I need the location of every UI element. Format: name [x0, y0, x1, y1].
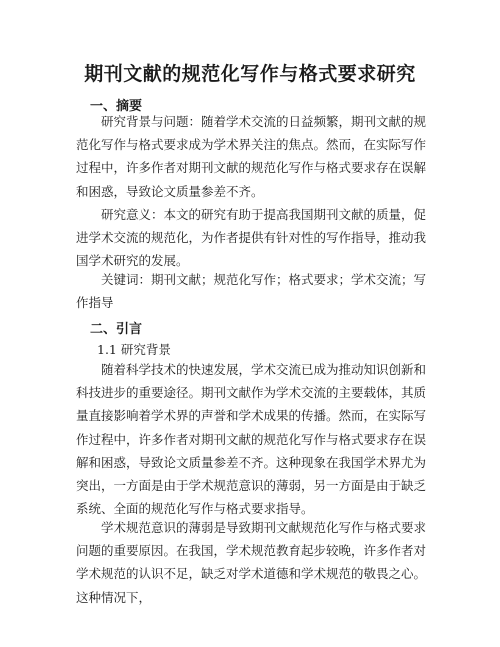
- subsection-heading-background: 1.1 研究背景: [97, 342, 171, 357]
- abstract-background-paragraph: 研究背景与问题：随着学术交流的日益频繁，期刊文献的规范化写作与格式要求成为学术界关注的焦点。然而，在实际写作过程中，许多作者对期刊文献的规范化写作与格式要求存在误解和困惑，导致论文质量参差不齐。: [76, 114, 427, 199]
- section-heading-abstract: 一、摘要: [90, 99, 143, 114]
- introduction-paragraph-2: 学术规范意识的薄弱是导致期刊文献规范化写作与格式要求问题的重要原因。在我国，学术规范教育起步较晚，许多作者对学术规范的认识不足，缺乏对学术道德和学术规范的敬畏之心。这种情况下，: [76, 520, 427, 605]
- section-heading-introduction: 二、引言: [90, 322, 143, 337]
- abstract-significance-paragraph: 研究意义：本文的研究有助于提高我国期刊文献的质量，促进学术交流的规范化，为作者提供有针对性的写作指导，推动我国学术研究的发展。: [76, 207, 427, 269]
- keywords-paragraph: 关键词：期刊文献；规范化写作；格式要求；学术交流；写作指导: [76, 272, 427, 311]
- introduction-paragraph-1: 随着科学技术的快速发展，学术交流已成为推动知识创新和科技进步的重要途径。期刊文献作为学术交流的主要载体，其质量直接影响着学术界的声誉和学术成果的传播。然而，在实际写作过程中，许多作者对期刊文献的规范化写作与格式要求存在误解和困惑，导致论文质量参差不齐。这种现象在我国学术界尤为突出，一方面是由于学术规范意识的薄弱，另一方面是由于缺乏系统、全面的规范化写作与格式要求指导。: [76, 362, 427, 517]
- document-title: 期刊文献的规范化写作与格式要求研究: [84, 63, 416, 85]
